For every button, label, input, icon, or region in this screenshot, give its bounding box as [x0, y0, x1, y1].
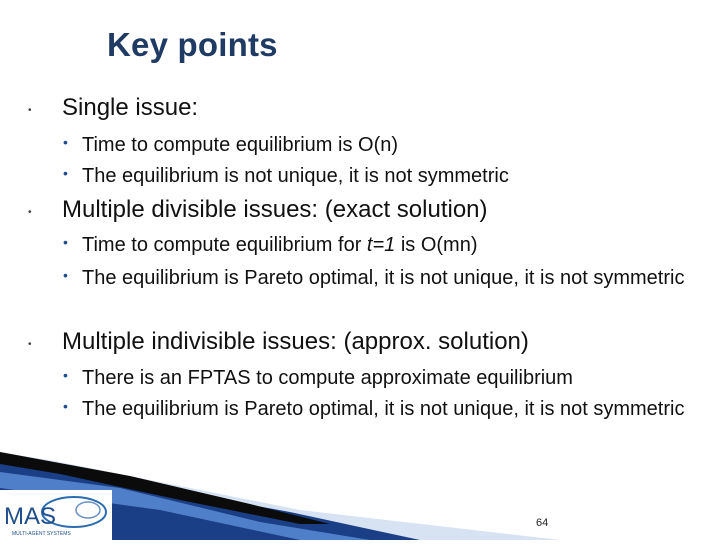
sub-bullet-text: The equilibrium is Pareto optimal, it is not unique, it is not symmetric [82, 267, 685, 289]
sub-bullet-text [82, 231, 702, 259]
sub-bullet-text-pre: Time to compute equilibrium for [82, 234, 367, 256]
mas-logo [0, 490, 112, 540]
bullet-indivisible-issues [0, 328, 720, 362]
page-number: 64 [536, 517, 549, 529]
bullet-text: Multiple divisible issues: (exact solution) [62, 196, 488, 223]
bullet-single-issue [0, 94, 720, 128]
sub-bullet-text: The equilibrium is not unique, it is not symmetric [82, 165, 509, 187]
mas-logo-graphic [0, 490, 112, 540]
bullet-dot: • [28, 207, 32, 218]
bullet-dot: • [28, 105, 32, 116]
bullet-divisible-issues [0, 196, 720, 230]
sub-bullet-text: There is an FPTAS to compute approximate equilibrium [82, 367, 573, 389]
bullet-dot: • [28, 339, 32, 350]
sub-bullet-text-em: t=1 [366, 234, 396, 256]
sub-bullet-dot: • [63, 367, 68, 383]
logo-subtext: MULTI-AGENT SYSTEMS [12, 531, 71, 537]
bullet-text: Single issue: [62, 94, 199, 121]
sub-bullet-text: The equilibrium is Pareto optimal, it is not unique, it is not symmetric [82, 398, 685, 420]
slide-title: Key points [107, 26, 278, 63]
sub-bullet-dot: • [63, 165, 68, 181]
logo-text: MAS [4, 503, 57, 530]
bullet-text: Multiple indivisible issues: (approx. solution) [62, 328, 529, 355]
sub-bullet-dot: • [63, 267, 68, 283]
sub-bullet-dot: • [63, 398, 68, 414]
sub-bullet-dot: • [63, 234, 68, 250]
sub-bullet-dot: • [63, 134, 68, 150]
sub-bullet-text: Time to compute equilibrium is O(n) [82, 134, 399, 156]
sub-bullet-text-post: is O(mn) [395, 234, 478, 256]
